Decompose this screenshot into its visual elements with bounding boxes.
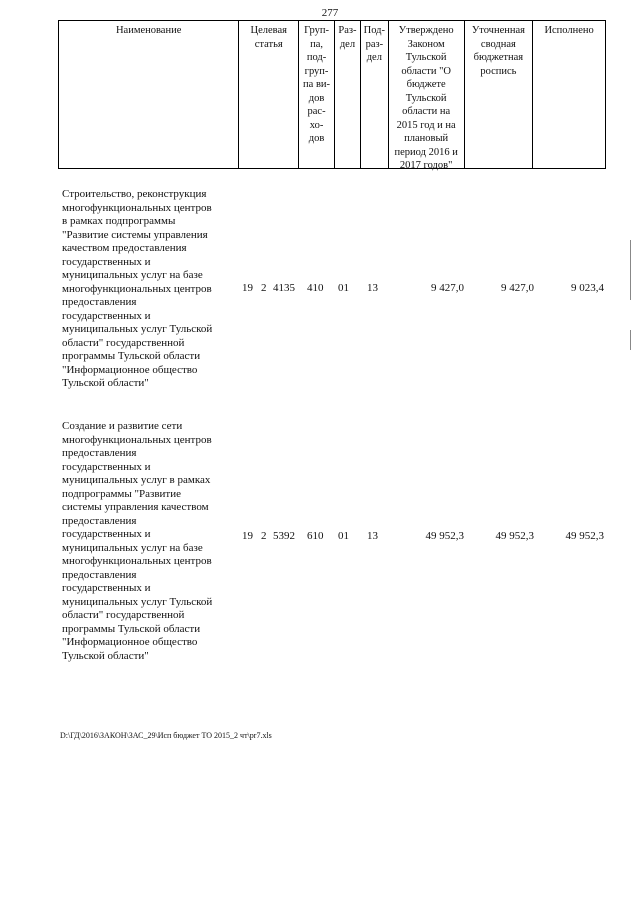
row-approved: 9 427,0	[431, 282, 464, 294]
row-group: 610	[307, 530, 324, 542]
scan-edge-mark	[630, 240, 631, 300]
header-approved: Утверждено Законом Тульской области "О бюджете Тульской области на 2015 год и на плановый период 2016 и 2017 годов"	[388, 21, 464, 168]
row-executed: 49 952,3	[565, 530, 604, 542]
row-target-subprogram: 2	[261, 530, 267, 542]
file-path-footer: D:\ГД\2016\ЗАКОН\ЗАС_29\Исп бюджет ТО 2015_2 чт\pr7.xls	[60, 731, 272, 740]
row-group: 410	[307, 282, 324, 294]
header-section: Раз- дел	[334, 21, 360, 168]
row-clarified: 49 952,3	[495, 530, 534, 542]
row-section: 01	[338, 530, 349, 542]
page-number: 277	[321, 7, 339, 19]
header-clarified: Уточненная сводная бюджетная роспись	[464, 21, 533, 168]
row-description: Создание и развитие сети многофункциональных центров предоставления государственных и муниципальных услуг в рамках подпрограммы "Развитие системы управления качеством предоставления государственных и муниципальных услуг на базе многофункциональных центров предоставления государственных и муниципальных услуг Тульской области" государственной программы Тульской области "Информационное общество Тульской области"	[62, 420, 213, 662]
row-executed: 9 023,4	[571, 282, 604, 294]
header-executed: Исполнено	[532, 21, 605, 168]
scan-edge-mark	[630, 330, 631, 350]
row-target-direction: 4135	[273, 282, 295, 294]
row-subsection: 13	[367, 282, 378, 294]
header-target-article: Целевая статья	[238, 21, 298, 168]
row-target-direction: 5392	[273, 530, 295, 542]
row-target-program: 19	[242, 282, 253, 294]
row-description: Строительство, реконструкция многофункциональных центров в рамках подпрограммы "Развитие системы управления качеством предоставления государственных и муниципальных услуг на базе многофункциональных центров предоставления государственных и муниципальных услуг Тульской области" государственной программы Тульской области "Информационное общество Тульской области"	[62, 188, 213, 389]
header-name: Наименование	[115, 25, 182, 36]
header-subsection: Под- раз- дел	[360, 21, 388, 168]
row-clarified: 9 427,0	[501, 282, 534, 294]
table-header	[58, 20, 606, 169]
header-expense-group: Груп- па, под- груп- па ви- дов рас- хо- дов	[298, 21, 334, 168]
row-subsection: 13	[367, 530, 378, 542]
row-target-subprogram: 2	[261, 282, 267, 294]
row-section: 01	[338, 282, 349, 294]
row-approved: 49 952,3	[425, 530, 464, 542]
row-target-program: 19	[242, 530, 253, 542]
